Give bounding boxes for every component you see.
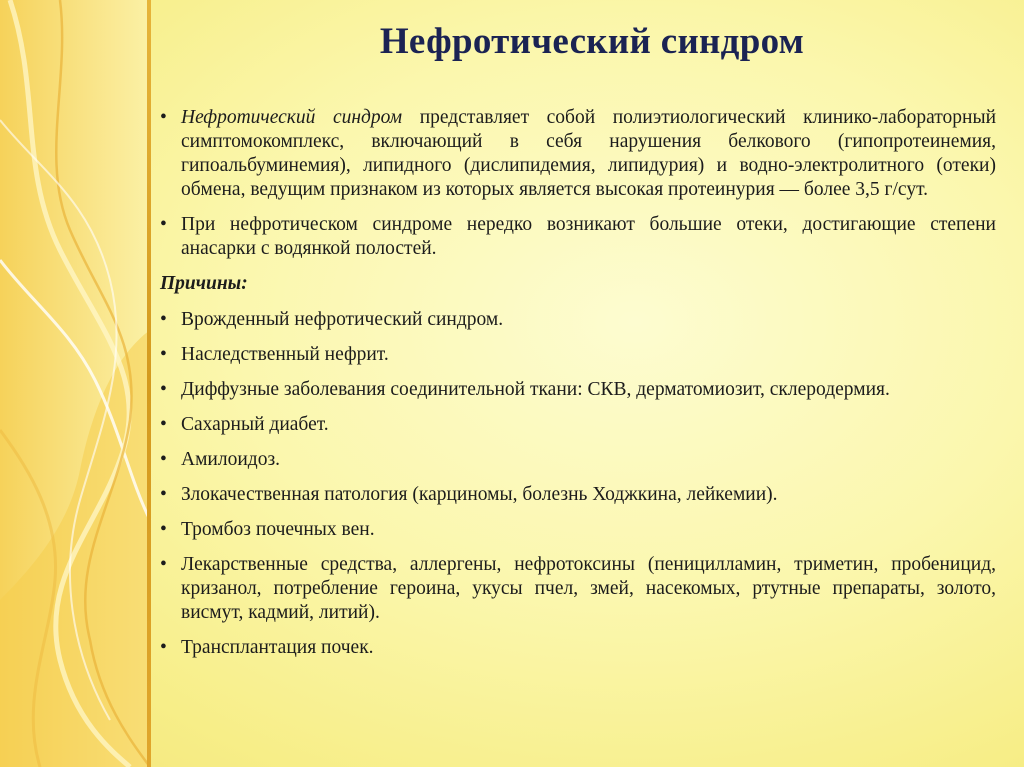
bullet-icon: • — [160, 414, 167, 435]
bullet-icon: • — [160, 309, 167, 330]
bullet-icon: • — [160, 637, 167, 658]
intro-item — [160, 106, 996, 202]
cause-text: Диффузные заболевания соединительной ткани: СКВ, дерматомиозит, склеродермия. — [181, 379, 890, 400]
bullet-icon: • — [160, 107, 167, 128]
slide-body — [160, 106, 996, 671]
cause-item — [160, 448, 996, 472]
intro-text: представляет собой полиэтиологический клинико-лабораторный симптомокомплекс, включающий в себя нарушения белкового (гипопротеинемия, гипоальбуминемия), липидного (дислипидемия, липидурия) и водно-электролитного (отеки) обмена, ведущим признаком из которых является высокая протеинурия — более 3,5 г/сут. — [181, 107, 996, 200]
cause-item — [160, 343, 996, 367]
intro-item — [160, 213, 996, 261]
cause-text: Трансплантация почек. — [181, 637, 374, 658]
cause-text: Амилоидоз. — [181, 449, 281, 470]
cause-text: Наследственный нефрит. — [181, 344, 389, 365]
bullet-icon: • — [160, 554, 167, 575]
causes-heading: Причины: — [160, 273, 248, 294]
slide-title: Нефротический синдром — [379, 21, 805, 62]
cause-text: Тромбоз почечных вен. — [181, 519, 375, 540]
term-emphasis: Нефротический синдром — [181, 107, 403, 128]
cause-text: Злокачественная патология (карциномы, болезнь Ходжкина, лейкемии). — [181, 484, 778, 505]
decorative-edge-line — [147, 0, 151, 767]
bullet-icon: • — [160, 344, 167, 365]
bullet-icon: • — [160, 519, 167, 540]
cause-text: Лекарственные средства, аллергены, нефротоксины (пеницилламин, триметин, пробеницид, кризанол, потребление героина, укусы пчел, змей, насекомых, ртутные препараты, золото, висмут, кадмий, литий). — [181, 554, 996, 623]
cause-item — [160, 483, 996, 507]
cause-text: Сахарный диабет. — [181, 414, 329, 435]
cause-item — [160, 413, 996, 437]
cause-item — [160, 636, 996, 660]
bullet-icon: • — [160, 214, 167, 235]
intro-paragraph — [181, 106, 996, 202]
bullet-icon: • — [160, 449, 167, 470]
cause-text: Врожденный нефротический синдром. — [181, 309, 504, 330]
intro-paragraph: При нефротическом синдроме нередко возникают большие отеки, достигающие степени анасарки с водянкой полостей. — [181, 214, 996, 259]
bullet-icon: • — [160, 379, 167, 400]
cause-item — [160, 378, 996, 402]
cause-item — [160, 553, 996, 625]
bullet-icon: • — [160, 484, 167, 505]
decorative-swirl-graphic — [0, 0, 160, 767]
cause-item — [160, 308, 996, 332]
cause-item — [160, 518, 996, 542]
